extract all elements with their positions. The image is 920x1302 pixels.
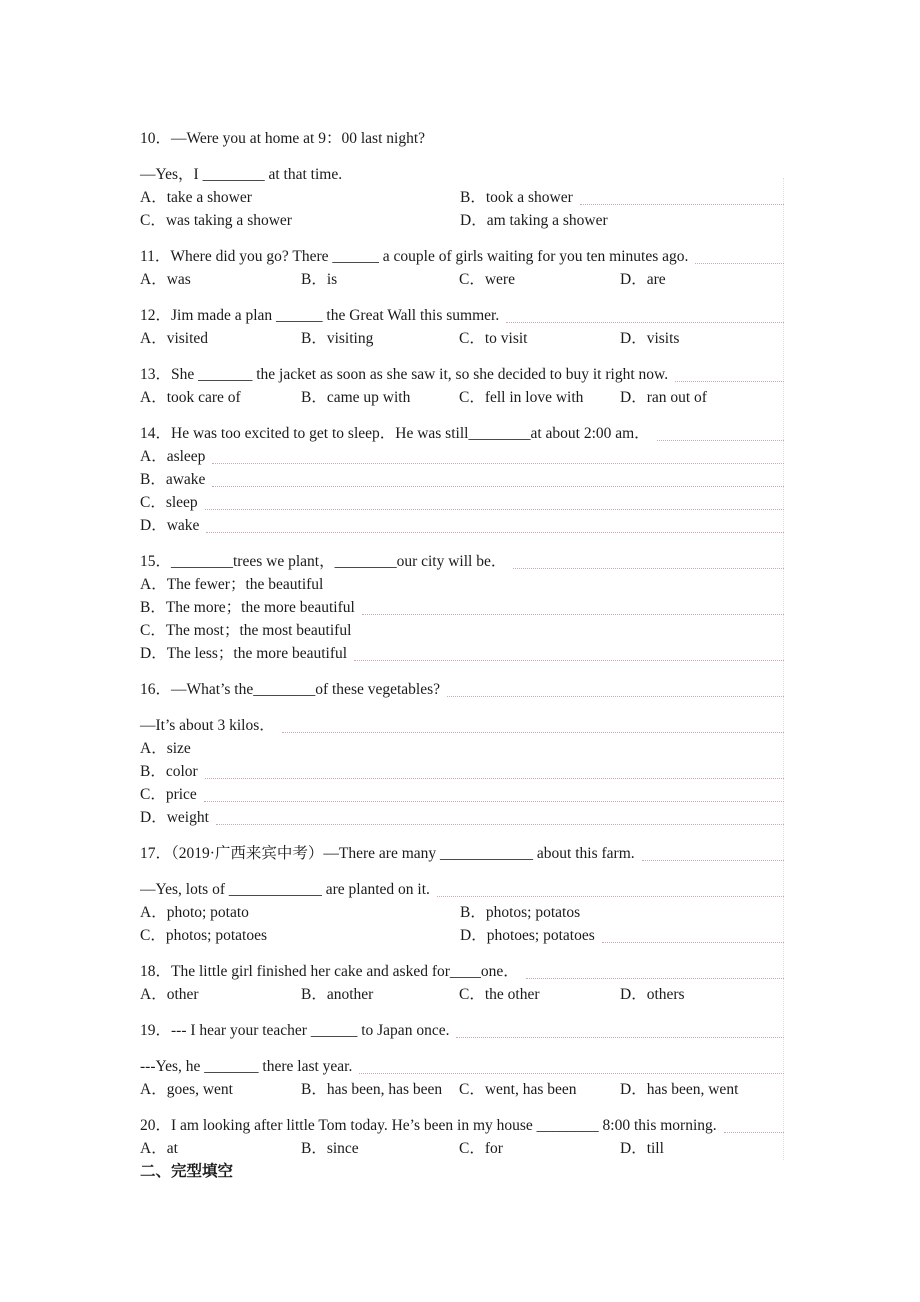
- option-row: [140, 187, 784, 210]
- dotted-gridline: [695, 246, 784, 264]
- question-line: [140, 1115, 784, 1138]
- option-cell: D．photoes; potatoes: [460, 927, 595, 944]
- line-text: 16．—What’s the________of these vegetables?: [140, 681, 441, 698]
- option-row: [140, 210, 784, 233]
- option-row: [140, 984, 784, 1007]
- line-text: 17．（2019·广西来宾中考）—There are many ____________ about this farm.: [140, 845, 635, 862]
- question-line: [140, 1020, 784, 1043]
- dialogue-line: [140, 879, 784, 902]
- option-cell: D．visits: [620, 330, 680, 347]
- dotted-gridline: [642, 843, 784, 861]
- line-text: A．The fewer；the beautiful: [140, 576, 324, 593]
- line-text: 18．The little girl finished her cake and asked for____one．: [140, 963, 519, 980]
- option-cell: C．the other: [459, 986, 540, 1003]
- dotted-gridline: [359, 1056, 784, 1074]
- line-text: 10．—Were you at home at 9：00 last night?: [140, 130, 426, 147]
- dotted-gridline: [206, 515, 784, 533]
- line-text: —Yes，I ________ at that time.: [140, 166, 343, 183]
- question-line: [140, 843, 784, 866]
- line-text: C．sleep: [140, 494, 198, 511]
- option-cell: D．am taking a shower: [460, 212, 608, 229]
- line-text: B．color: [140, 763, 198, 780]
- dotted-gridline: [456, 1020, 784, 1038]
- option-cell: D．are: [620, 271, 666, 288]
- dotted-gridline: [580, 187, 784, 205]
- option-cell: B．is: [301, 271, 338, 288]
- dotted-gridline: [205, 492, 784, 510]
- line-text: 12．Jim made a plan ______ the Great Wall this summer.: [140, 307, 500, 324]
- option-row: [140, 328, 784, 351]
- line-text: —Yes, lots of ____________ are planted on it.: [140, 881, 430, 898]
- option-cell: C．for: [459, 1140, 503, 1157]
- option-cell: B．came up with: [301, 389, 411, 406]
- dotted-gridline: [362, 597, 784, 615]
- dotted-gridline: [216, 807, 784, 825]
- question-line: [140, 961, 784, 984]
- question-line: [140, 679, 784, 702]
- dotted-gridline: [205, 761, 784, 779]
- document-content: [140, 128, 784, 1184]
- line-text: D．The less；the more beautiful: [140, 645, 348, 662]
- line-text: C．The most；the most beautiful: [140, 622, 352, 639]
- dialogue-line: [140, 643, 784, 666]
- question-line: [140, 305, 784, 328]
- dialogue-line: [140, 738, 784, 761]
- question-line: [140, 364, 784, 387]
- option-cell: D．ran out of: [620, 389, 707, 406]
- option-cell: C．went, has been: [459, 1081, 577, 1098]
- dialogue-line: [140, 1056, 784, 1079]
- dialogue-line: [140, 469, 784, 492]
- option-cell: C．were: [459, 271, 515, 288]
- option-cell: D．till: [620, 1140, 664, 1157]
- line-text: A．size: [140, 740, 191, 757]
- question-line: [140, 551, 784, 574]
- dotted-gridline: [506, 305, 784, 323]
- line-text: 19．--- I hear your teacher ______ to Japan once.: [140, 1022, 450, 1039]
- option-cell: B．another: [301, 986, 374, 1003]
- dialogue-line: [140, 597, 784, 620]
- line-text: D．weight: [140, 809, 209, 826]
- option-cell: C．photos; potatoes: [140, 927, 268, 944]
- option-cell: C．fell in love with: [459, 389, 584, 406]
- dotted-gridline: [657, 423, 784, 441]
- line-text: —It’s about 3 kilos．: [140, 717, 275, 734]
- question-line: [140, 128, 784, 151]
- option-cell: C．to visit: [459, 330, 528, 347]
- dotted-gridline: [212, 446, 784, 464]
- option-cell: A．other: [140, 986, 199, 1003]
- dialogue-line: [140, 164, 784, 187]
- dotted-gridline: [437, 879, 784, 897]
- option-cell: A．took care of: [140, 389, 241, 406]
- dialogue-line: [140, 715, 784, 738]
- dialogue-line: [140, 574, 784, 597]
- dotted-gridline: [447, 679, 784, 697]
- option-cell: B．since: [301, 1140, 359, 1157]
- line-text: C．price: [140, 786, 197, 803]
- dialogue-line: [140, 492, 784, 515]
- option-cell: A．was: [140, 271, 191, 288]
- option-cell: C．was taking a shower: [140, 212, 292, 229]
- line-text: D．wake: [140, 517, 200, 534]
- option-row: [140, 1138, 784, 1161]
- option-row: [140, 387, 784, 410]
- line-text: 11．Where did you go? There ______ a couple of girls waiting for you ten minutes ago.: [140, 248, 689, 265]
- dotted-gridline: [354, 643, 784, 661]
- dialogue-line: [140, 515, 784, 538]
- dotted-gridline: [602, 925, 784, 943]
- dotted-gridline: [513, 551, 784, 569]
- line-text: 二、完型填空: [140, 1163, 234, 1180]
- line-text: 14．He was too excited to get to sleep．He was still________at about 2:00 am．: [140, 425, 650, 442]
- option-cell: A．visited: [140, 330, 209, 347]
- line-text: 13．She _______ the jacket as soon as she saw it, so she decided to buy it right now.: [140, 366, 669, 383]
- option-cell: A．at: [140, 1140, 178, 1157]
- dialogue-line: [140, 761, 784, 784]
- dialogue-line: [140, 446, 784, 469]
- option-cell: D．others: [620, 986, 685, 1003]
- option-cell: B．photos; potatos: [460, 904, 581, 921]
- option-row: [140, 925, 784, 948]
- line-text: B．awake: [140, 471, 206, 488]
- line-text: A．asleep: [140, 448, 206, 465]
- table-gridline-vertical: [783, 178, 784, 1160]
- dialogue-line: [140, 807, 784, 830]
- dotted-gridline: [675, 364, 784, 382]
- dotted-gridline: [526, 961, 784, 979]
- option-row: [140, 1079, 784, 1102]
- option-cell: B．visiting: [301, 330, 374, 347]
- dotted-gridline: [724, 1115, 784, 1133]
- line-text: 15．________trees we plant，________our city will be．: [140, 553, 507, 570]
- line-text: B．The more；the more beautiful: [140, 599, 355, 616]
- line-text: ---Yes, he _______ there last year.: [140, 1058, 353, 1075]
- question-line: [140, 246, 784, 269]
- dotted-gridline: [212, 469, 784, 487]
- section-heading: [140, 1161, 784, 1184]
- option-row: [140, 902, 784, 925]
- dialogue-line: [140, 784, 784, 807]
- dotted-gridline: [204, 784, 784, 802]
- dialogue-line: [140, 620, 784, 643]
- option-cell: B．has been, has been: [301, 1081, 443, 1098]
- dotted-gridline: [282, 715, 784, 733]
- option-cell: D．has been, went: [620, 1081, 739, 1098]
- question-line: [140, 423, 784, 446]
- line-text: 20．I am looking after little Tom today. He’s been in my house ________ 8:00 this morning.: [140, 1117, 717, 1134]
- option-cell: B．took a shower: [460, 189, 573, 206]
- option-cell: A．goes, went: [140, 1081, 233, 1098]
- option-cell: A．take a shower: [140, 189, 252, 206]
- option-row: [140, 269, 784, 292]
- option-cell: A．photo; potato: [140, 904, 249, 921]
